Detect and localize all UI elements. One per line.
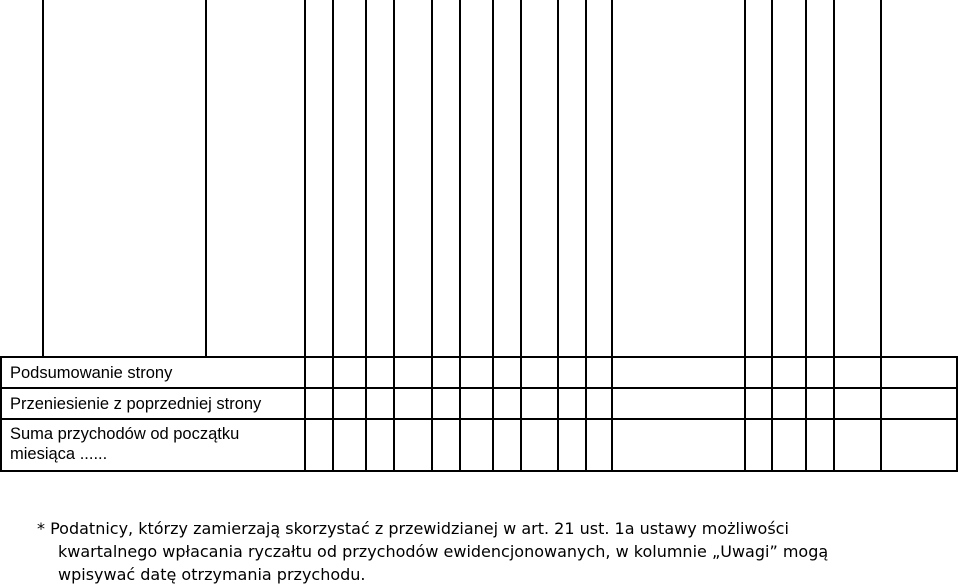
column-line <box>459 0 461 471</box>
month-total-label-line2: miesiąca ...... <box>10 445 108 463</box>
row-line <box>0 387 958 389</box>
column-line <box>42 0 44 357</box>
footnote-line-2: kwartalnego wpłacania ryczałtu od przychodów ewidencjonowanych, w kolumnie „Uwagi” mogą <box>58 542 829 561</box>
column-line <box>365 0 367 471</box>
column-line <box>393 0 395 471</box>
column-line <box>520 0 522 471</box>
column-line <box>332 0 334 471</box>
column-line <box>585 0 587 471</box>
column-line <box>833 0 835 471</box>
column-line <box>744 0 746 471</box>
column-line <box>805 0 807 471</box>
column-line <box>880 0 882 471</box>
column-line <box>304 0 306 471</box>
column-line <box>431 0 433 471</box>
footnote-line-1: * Podatnicy, którzy zamierzają skorzystać z przewidzianej w art. 21 ust. 1a ustawy możliwości <box>37 519 789 538</box>
row-line <box>0 418 958 420</box>
month-total-label-line1: Suma przychodów od początku <box>10 425 240 443</box>
column-line <box>557 0 559 471</box>
carried-over-label: Przeniesienie z poprzedniej strony <box>10 395 262 413</box>
row-line <box>0 356 958 358</box>
column-line <box>205 0 207 357</box>
column-line <box>771 0 773 471</box>
row-line <box>0 470 958 472</box>
table-right-border <box>956 357 958 471</box>
summary-page-label: Podsumowanie strony <box>10 364 173 382</box>
column-line <box>492 0 494 471</box>
column-line <box>611 0 613 471</box>
footnote-line-3: wpisywać datę otrzymania przychodu. <box>58 565 366 584</box>
summary-left-border <box>0 357 2 471</box>
